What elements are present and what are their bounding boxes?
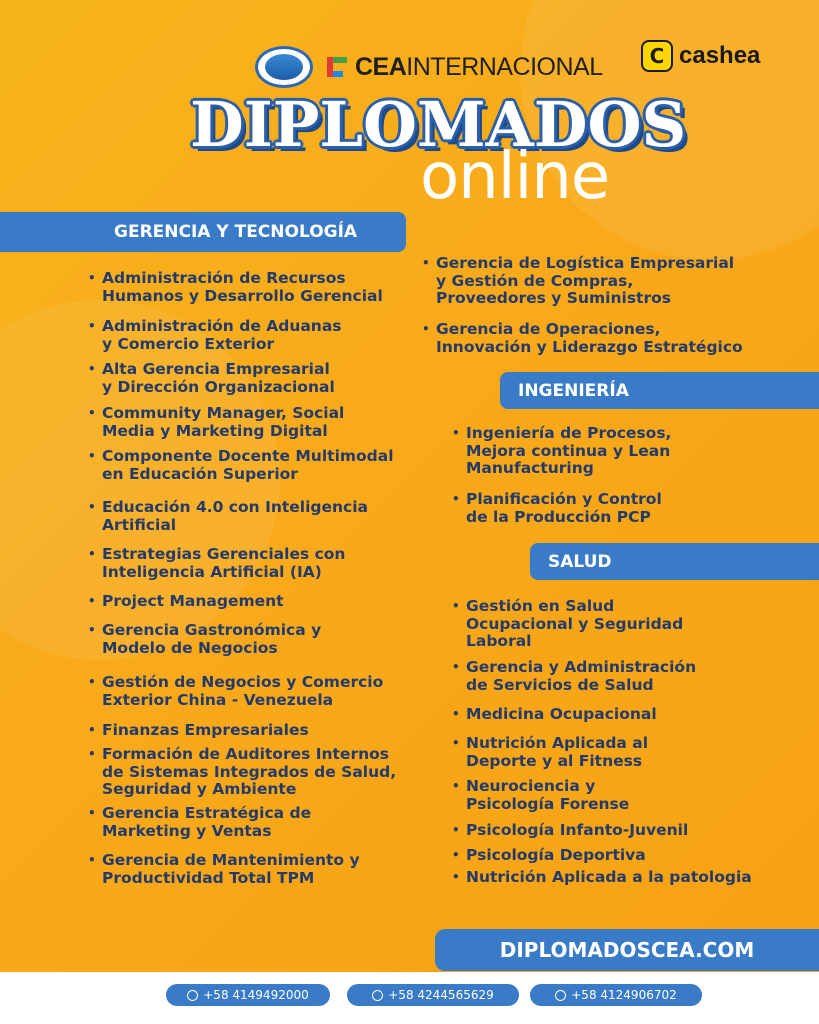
website-link[interactable]: DIPLOMADOSCEA.COM [435, 929, 819, 971]
list-item: • Gerencia Gastronómica y Modelo de Negocios [88, 622, 321, 657]
list-item: • Neurociencia y Psicología Forense [452, 778, 629, 813]
list-item: • Educación 4.0 con Inteligencia Artificial [88, 499, 368, 534]
section-heading-ingenieria: INGENIERÍA [500, 372, 819, 409]
page-title: DIPLOMADOS [190, 88, 687, 161]
list-item: • Psicología Deportiva [452, 847, 646, 865]
list-item: • Gestión de Negocios y Comercio Exterior China - Venezuela [88, 674, 383, 709]
list-item: • Project Management [88, 593, 284, 611]
list-item: • Gerencia de Logística Empresarial y Gestión de Compras, Proveedores y Suministros [422, 255, 734, 308]
list-item: • Formación de Auditores Internos de Sistemas Integrados de Salud, Seguridad y Ambiente [88, 746, 396, 799]
list-item: • Alta Gerencia Empresarial y Dirección Organizacional [88, 361, 335, 396]
list-item: • Nutrición Aplicada a la patologia [452, 869, 752, 887]
list-item: • Psicología Infanto-Juvenil [452, 822, 688, 840]
phone-number: +58 4244565629 [388, 988, 494, 1002]
list-item: • Gerencia de Operaciones, Innovación y Liderazgo Estratégico [422, 321, 743, 356]
list-item: • Gerencia y Administración de Servicios de Salud [452, 659, 696, 694]
phone-number: +58 4124906702 [571, 988, 677, 1002]
cea-logo-text: CEAINTERNACIONAL [355, 52, 603, 81]
list-item: • Nutrición Aplicada al Deporte y al Fitness [452, 735, 648, 770]
list-item: • Administración de Aduanas y Comercio Exterior [88, 318, 342, 353]
list-item: • Finanzas Empresariales [88, 722, 309, 740]
list-item: • Gestión en Salud Ocupacional y Seguridad Laboral [452, 598, 683, 651]
section-heading-gerencia: GERENCIA Y TECNOLOGÍA [0, 212, 406, 252]
list-item: • Componente Docente Multimodal en Educación Superior [88, 448, 394, 483]
list-item: • Gerencia Estratégica de Marketing y Ventas [88, 805, 311, 840]
gerencia-list-left [88, 0, 418, 1024]
phone-button-1[interactable] [166, 984, 330, 1006]
whatsapp-icon [187, 990, 198, 1001]
list-item: • Community Manager, Social Media y Marketing Digital [88, 405, 344, 440]
page-subtitle: online [420, 140, 610, 214]
whatsapp-icon [555, 990, 566, 1001]
list-item: • Planificación y Control de la Producción PCP [452, 491, 662, 526]
list-item: • Medicina Ocupacional [452, 706, 657, 724]
cashea-logo-icon: C [641, 40, 673, 72]
whatsapp-icon [372, 990, 383, 1001]
list-item: • Gerencia de Mantenimiento y Productividad Total TPM [88, 852, 360, 887]
phone-number: +58 4149492000 [203, 988, 309, 1002]
list-item: • Administración de Recursos Humanos y Desarrollo Gerencial [88, 270, 383, 305]
phone-button-3[interactable] [530, 984, 702, 1006]
cashea-logo-text: cashea [679, 42, 761, 69]
section-heading-salud: SALUD [530, 543, 819, 580]
list-item: • Ingeniería de Procesos, Mejora continua y Lean Manufacturing [452, 425, 671, 478]
list-item: • Estrategias Gerenciales con Inteligencia Artificial (IA) [88, 546, 345, 581]
phone-button-2[interactable] [347, 984, 519, 1006]
salud-list [452, 0, 812, 1024]
